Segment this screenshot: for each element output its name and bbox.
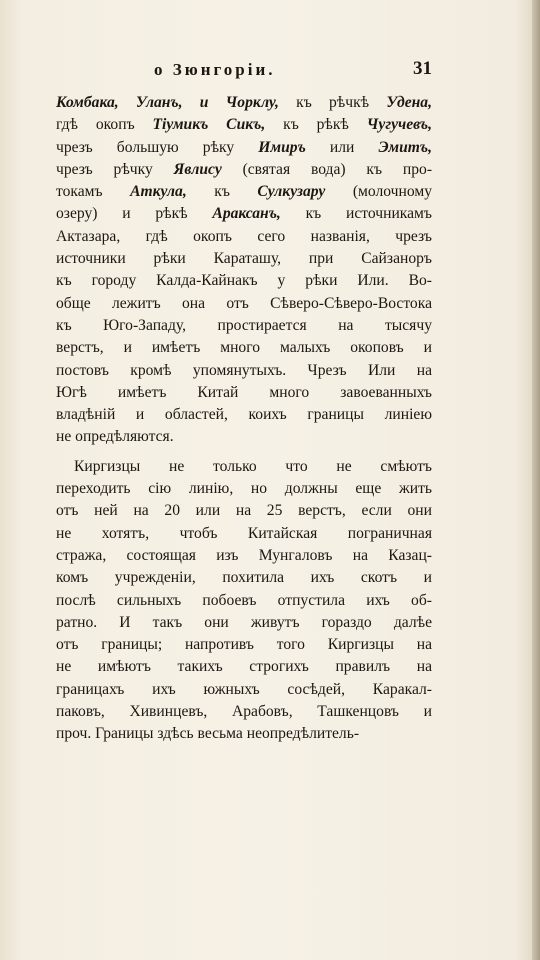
text-line <box>56 701 432 723</box>
text-line <box>56 315 432 337</box>
text-line <box>56 382 432 404</box>
text-line <box>56 612 432 634</box>
text-run: стража, состоящая изъ Мунгаловъ на Казац- <box>56 546 432 564</box>
text-line <box>56 92 432 114</box>
page-header <box>56 54 432 84</box>
italic-name: Имиръ <box>258 138 306 156</box>
italic-name: Удена, <box>386 94 432 111</box>
text-run: отъ ней на 20 или на 25 верстъ, если они <box>56 502 432 520</box>
text-run: постовъ кромѣ упомянутыхъ. Чрезъ Или на <box>56 361 432 379</box>
body-text <box>56 92 432 746</box>
italic-name: Сулкузару <box>257 183 326 201</box>
text-line <box>56 270 432 292</box>
text-run: верстъ, и имѣетъ много малыхъ окоповъ и <box>56 339 432 357</box>
text-run: обще лежитъ она отъ Сѣверо-Сѣверо-Востока <box>56 294 432 312</box>
text-run: къ Юго-Западу, простирается на тысячу <box>56 316 432 334</box>
text-run: гдѣ окопъ <box>56 116 153 134</box>
text-line <box>56 723 432 745</box>
italic-name: Араксанъ, <box>212 205 281 223</box>
italic-name: Аткула, <box>130 183 187 201</box>
text-run: источники рѣки Караташу, при Сайзаноръ <box>56 250 432 268</box>
text-line <box>56 159 432 181</box>
text-run: не опредѣляются. <box>56 428 174 446</box>
text-line <box>56 523 432 545</box>
text-line <box>56 679 432 701</box>
text-line <box>56 248 432 270</box>
text-line <box>56 634 432 656</box>
text-line <box>56 226 432 248</box>
text-line <box>56 426 432 448</box>
text-run: не имѣютъ такихъ строгихъ правилъ на <box>56 658 432 676</box>
page-number: 31 <box>413 58 432 79</box>
text-line <box>56 545 432 567</box>
text-run: не хотятъ, чтобъ Китайская пограничная <box>56 524 432 542</box>
italic-name: Чугучевъ, <box>366 116 432 134</box>
text-run: къ рѣчкѣ <box>278 94 387 111</box>
text-run: Югѣ имѣетъ Китай много завоеванныхъ <box>56 383 432 401</box>
text-run: или <box>305 138 379 156</box>
text-line <box>56 404 432 426</box>
italic-name: Явлису <box>173 160 222 178</box>
text-line <box>56 500 432 522</box>
text-run: Киргизцы не только что не смѣютъ <box>74 457 432 475</box>
text-run: границахъ ихъ южныхъ сосѣдей, Каракал- <box>56 680 432 698</box>
text-run: токамъ <box>56 183 131 201</box>
text-run: къ рѣкѣ <box>265 116 367 134</box>
text-line <box>56 360 432 382</box>
text-line <box>56 456 432 478</box>
italic-name: Комбака, Уланъ, и Чорклу, <box>56 94 279 111</box>
text-line <box>56 293 432 315</box>
text-run: комъ учрежденіи, похитила ихъ скотъ и <box>56 569 432 587</box>
text-run: къ <box>186 183 258 201</box>
text-run: послѣ сильныхъ побоевъ отпустила ихъ об- <box>56 591 432 609</box>
text-line <box>56 478 432 500</box>
text-run: паковъ, Хивинцевъ, Арабовъ, Ташкенцовъ и <box>56 703 432 721</box>
text-run: переходить сію линію, но должны еще жить <box>56 480 432 498</box>
text-line <box>56 181 432 203</box>
text-run: (святая вода) къ про- <box>221 160 433 178</box>
text-line <box>56 656 432 678</box>
text-run: чрезъ рѣчку <box>56 160 174 178</box>
text-run: чрезъ большую рѣку <box>56 138 259 156</box>
italic-name: Эмитъ, <box>378 138 432 156</box>
running-title: о Зюнгоріи. <box>154 60 276 79</box>
text-run: Актазара, гдѣ окопъ сего названія, чрезъ <box>56 227 432 245</box>
text-line <box>56 337 432 359</box>
italic-name: Тіумикъ Сикъ, <box>152 116 266 134</box>
text-run: ратно. И такъ они живутъ гораздо далѣе <box>56 613 432 631</box>
text-run: къ источникамъ <box>280 205 432 223</box>
text-run: отъ границы; напротивъ того Киргизцы на <box>56 636 432 654</box>
text-line <box>56 590 432 612</box>
text-line <box>56 203 432 225</box>
text-run: проч. Границы здѣсь весьма неопредѣлитель- <box>56 725 360 743</box>
text-run: владѣній и областей, коихъ границы линіею <box>56 406 432 424</box>
text-line <box>56 567 432 589</box>
text-line <box>56 137 432 159</box>
text-run: (молочному <box>325 183 433 201</box>
page-edge-shadow <box>532 0 540 960</box>
text-run: озеру) и рѣкѣ <box>56 205 213 223</box>
text-line <box>56 114 432 136</box>
text-run: къ городу Калда-Кайнакъ у рѣки Или. Во- <box>56 272 432 290</box>
